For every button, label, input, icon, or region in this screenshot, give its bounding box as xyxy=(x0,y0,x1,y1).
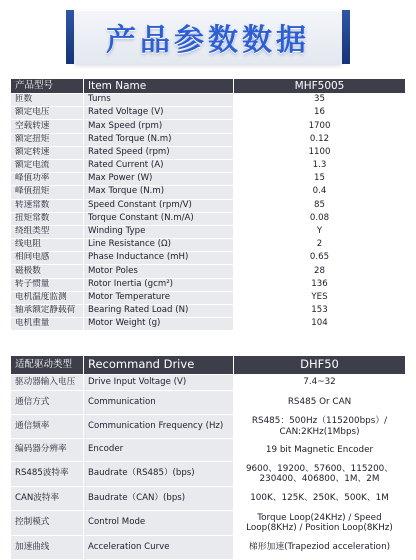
row-cn: 加速曲线 xyxy=(11,536,84,559)
table-row xyxy=(11,252,405,265)
header-value: DHF50 xyxy=(234,356,405,374)
row-en: Rated Voltage (V) xyxy=(84,107,234,119)
table-row xyxy=(11,173,405,186)
row-value: 2 xyxy=(234,239,405,251)
page-header xyxy=(0,0,416,78)
row-cn: 控制模式 xyxy=(11,511,84,535)
table-row xyxy=(11,391,405,415)
row-cn: 扭矩常数 xyxy=(11,213,84,225)
motor-spec-table xyxy=(11,79,405,331)
row-value: RS485 Or CAN xyxy=(234,391,405,414)
row-en: Winding Type xyxy=(84,226,234,238)
row-value: 136 xyxy=(234,279,405,291)
row-value: 0.12 xyxy=(234,134,405,146)
row-cn: 线电阻 xyxy=(11,239,84,251)
row-cn: 电机温度监测 xyxy=(11,292,84,304)
row-en: Turns xyxy=(84,94,234,106)
table-row xyxy=(11,305,405,318)
row-en: Communication Frequency (Hz) xyxy=(84,415,234,438)
row-cn: 转速常数 xyxy=(11,200,84,212)
row-value: YES xyxy=(234,292,405,304)
row-en: Bearing Rated Load (N) xyxy=(84,305,234,317)
row-cn: 编码器分辨率 xyxy=(11,439,84,461)
header-value: MHF5005 xyxy=(234,79,405,93)
row-en: Rotor Inertia (gcm²) xyxy=(84,279,234,291)
table-row xyxy=(11,279,405,292)
row-value: 梯形加速(Trapeziod acceleration) xyxy=(234,536,405,559)
row-value: 0.65 xyxy=(234,252,405,264)
row-value: 100K、125K、250K、500K、1M xyxy=(234,487,405,510)
table-row xyxy=(11,415,405,439)
row-en: Motor Weight (g) xyxy=(84,318,234,330)
table-row xyxy=(11,439,405,462)
row-value: 7.4~32 xyxy=(234,375,405,390)
header-cn: 适配驱动类型 xyxy=(11,356,84,374)
header-cn: 产品型号 xyxy=(11,79,84,93)
table-row xyxy=(11,375,405,391)
table-row xyxy=(11,160,405,173)
page-title: 产品参数数据 xyxy=(106,23,310,58)
table-header-row xyxy=(11,79,405,94)
table-row xyxy=(11,107,405,120)
row-value: Torque Loop(24KHz) / Speed Loop(8KHz) / Position Loop(8KHz) xyxy=(234,511,405,535)
row-cn: 峰值扭矩 xyxy=(11,186,84,198)
row-value: 9600、19200、57600、115200、230400、406800、1M、2M xyxy=(234,462,405,486)
table-row xyxy=(11,213,405,226)
row-value: 85 xyxy=(234,200,405,212)
table-row xyxy=(11,94,405,107)
row-cn: 轴承额定静载荷 xyxy=(11,305,84,317)
row-en: Max Speed (rpm) xyxy=(84,120,234,132)
table-row xyxy=(11,511,405,536)
row-cn: 峰值功率 xyxy=(11,173,84,185)
row-en: Rated Speed (rpm) xyxy=(84,147,234,159)
table-row xyxy=(11,226,405,239)
row-value: 1100 xyxy=(234,147,405,159)
row-cn: 额定电压 xyxy=(11,107,84,119)
row-value: 1700 xyxy=(234,120,405,132)
row-cn: 磁极数 xyxy=(11,265,84,277)
table-row xyxy=(11,265,405,278)
table-row xyxy=(11,292,405,305)
header-en: Item Name xyxy=(84,79,234,93)
row-cn: 额定转速 xyxy=(11,147,84,159)
table-row xyxy=(11,186,405,199)
row-value: 153 xyxy=(234,305,405,317)
row-value: 0.4 xyxy=(234,186,405,198)
row-cn: 驱动器输入电压 xyxy=(11,375,84,390)
row-en: Torque Constant (N.m/A) xyxy=(84,213,234,225)
row-en: Baudrate（RS485）(bps) xyxy=(84,462,234,486)
row-en: Line Resistance (Ω) xyxy=(84,239,234,251)
table-row xyxy=(11,536,405,560)
row-cn: 通信方式 xyxy=(11,391,84,414)
row-en: Motor Poles xyxy=(84,265,234,277)
row-en: Control Mode xyxy=(84,511,234,535)
table-row xyxy=(11,487,405,511)
row-en: Encoder xyxy=(84,439,234,461)
table-row xyxy=(11,134,405,147)
row-cn: 转子惯量 xyxy=(11,279,84,291)
row-value: RS485：500Hz（115200bps）/ CAN:2KHz(1Mbps) xyxy=(234,415,405,438)
header-en: Recommand Drive xyxy=(84,356,234,374)
row-value: 15 xyxy=(234,173,405,185)
row-cn: 空载转速 xyxy=(11,120,84,132)
row-cn: 额定电流 xyxy=(11,160,84,172)
drive-spec-table xyxy=(11,356,405,560)
row-en: Baudrate（CAN）(bps) xyxy=(84,487,234,510)
row-en: Acceleration Curve xyxy=(84,536,234,559)
row-cn: CAN波特率 xyxy=(11,487,84,510)
table-row xyxy=(11,147,405,160)
row-value: 0.08 xyxy=(234,213,405,225)
row-cn: 绕组类型 xyxy=(11,226,84,238)
row-value: Y xyxy=(234,226,405,238)
row-cn: 相间电感 xyxy=(11,252,84,264)
row-en: Max Torque (N.m) xyxy=(84,186,234,198)
title-banner xyxy=(74,10,342,64)
table-row xyxy=(11,462,405,487)
row-value: 19 bit Magnetic Encoder xyxy=(234,439,405,461)
row-en: Communication xyxy=(84,391,234,414)
row-value: 104 xyxy=(234,318,405,330)
row-cn: 通信频率 xyxy=(11,415,84,438)
row-value: 16 xyxy=(234,107,405,119)
row-cn: 额定扭矩 xyxy=(11,134,84,146)
table-row xyxy=(11,239,405,252)
row-en: Rated Torque (N.m) xyxy=(84,134,234,146)
row-en: Max Power (W) xyxy=(84,173,234,185)
row-en: Speed Constant (rpm/V) xyxy=(84,200,234,212)
table-row xyxy=(11,200,405,213)
row-en: Motor Temperature xyxy=(84,292,234,304)
table-header-row xyxy=(11,356,405,375)
row-cn: RS485波特率 xyxy=(11,462,84,486)
table-row xyxy=(11,120,405,133)
row-cn: 电机重量 xyxy=(11,318,84,330)
row-cn: 匝数 xyxy=(11,94,84,106)
row-value: 35 xyxy=(234,94,405,106)
table-row xyxy=(11,318,405,331)
row-en: Phase Inductance (mH) xyxy=(84,252,234,264)
row-en: Drive Input Voltage (V) xyxy=(84,375,234,390)
row-value: 1.3 xyxy=(234,160,405,172)
row-en: Rated Current (A) xyxy=(84,160,234,172)
row-value: 28 xyxy=(234,265,405,277)
